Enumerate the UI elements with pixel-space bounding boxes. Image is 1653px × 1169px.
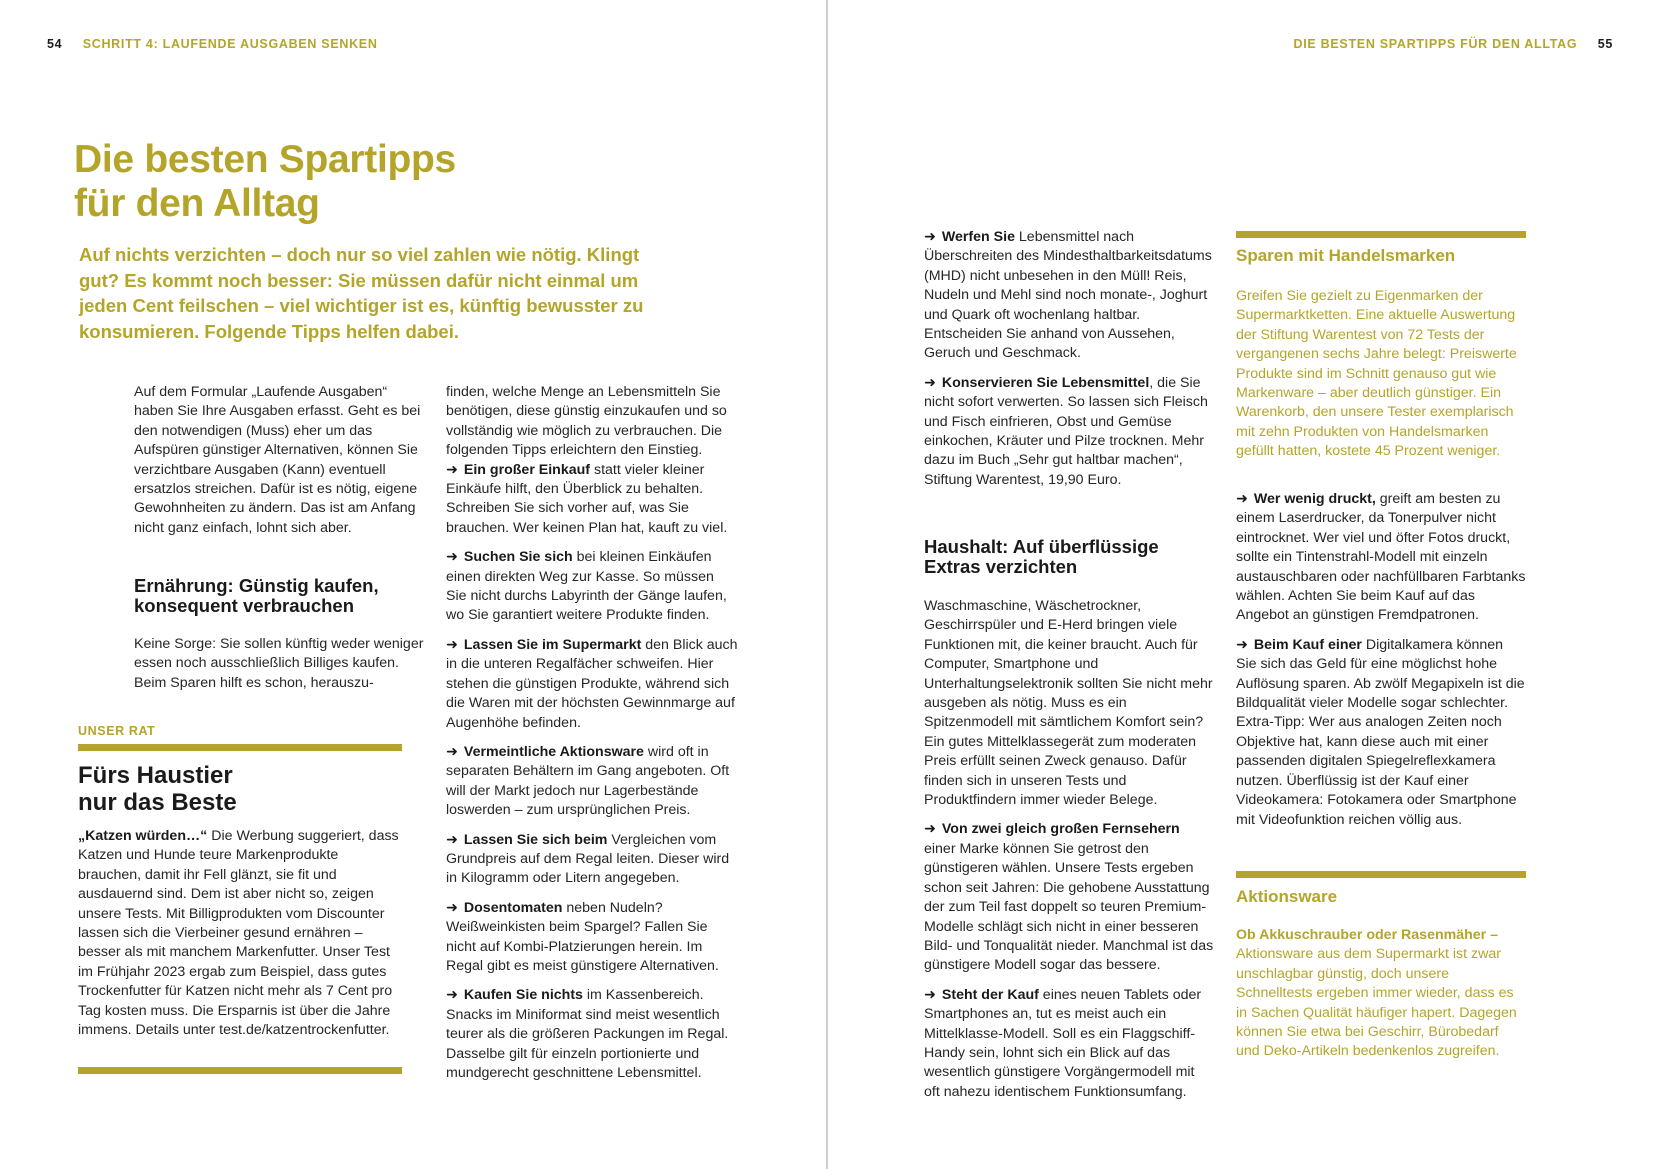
arrow-right-icon: ➜ [446,831,458,848]
arrow-right-icon: ➜ [446,743,458,760]
section-title-right: DIE BESTEN SPARTIPPS FÜR DEN ALLTAG [1293,37,1578,51]
box2-top-bar [1236,871,1526,878]
ernaehrung-paragraph: Keine Sorge: Sie sollen künftig weder weniger essen noch ausschließlich Billiges kaufen. Beim Sparen hilft es schon, herauszu- [134,636,424,691]
box1-text: Greifen Sie gezielt zu Eigenmarken der Supermarktketten. Eine aktuelle Auswertung der Stiftung Warentest von 72 Tests der vergangenen sechs Jahre belegt: Preiswerte Produkte sind im Schnitt genauso gut wie Markenware – aber deutlich günstiger. Ein Warenkorb, den unsere Tester exemplarisch mit zehn Produkten von Handelsmarken gefüllt hatten, kostete 45 Prozent weniger. [1236,288,1517,460]
right-column-2-tips [1236,490,1526,840]
rat-bottom-bar [78,1067,402,1074]
lead-paragraph: Auf nichts verzichten – doch nur so viel zahlen wie nötig. Klingt gut? Es kommt noch besser: Sie müssen dafür nicht einmal um jeden Cent feilschen – viel wichtiger ist es, künftig bewusster zu konsumieren. Folgende Tipps helfen dabei. [79,244,644,342]
arrow-right-icon: ➜ [446,461,458,478]
box2-text: Ob Akkuschrauber oder Rasenmäher – Aktionsware aus dem Supermarkt ist zwar unschlagbar günstig, doch unsere Schnelltests ergeben immer wieder, dass es in Sachen Qualität häufiger hapert. Dagegen können Sie etwa bei Geschirr, Bürobedarf und Deko-Artikeln bedenkenlos zugreifen. [1236,927,1517,1060]
box1-heading: Sparen mit Handelsmarken [1236,246,1456,265]
page-number-left: 54 [47,37,63,51]
tip-item: ➜ Ein großer Einkauf statt vieler kleiner Einkäufe hilft, den Überblick zu behalten. Schreiben Sie sich vorher auf, was Sie brauchen. Wer keinen Plan hat, kauft zu viel. [446,461,728,536]
heading-ernaehrung: Ernährung: Günstig kaufen, konsequent verbrauchen [134,575,379,616]
page-number-right: 55 [1597,37,1613,51]
rat-top-bar [78,744,402,751]
tip-item: ➜ Von zwei gleich großen Fernsehern einer Marke können Sie getrost den günstigeren wählen. Unsere Tests ergeben schon seit Jahren: Die gehobene Ausstattung der zum Teil fast doppelt so teuren Premium-Modelle schlägt sich nicht in einer besseren Bild- und Tonqualität nieder. Manchmal ist das günstigere Modell sogar das bessere. [924,821,1214,974]
heading-haushalt: Haushalt: Auf überflüssige Extras verzichten [924,536,1159,577]
arrow-right-icon: ➜ [446,899,458,916]
intro-paragraph: Auf dem Formular „Laufende Ausgaben“ haben Sie Ihre Ausgaben erfasst. Geht es bei den notwendigen (Muss) eher um das Aufspüren günstiger Alternativen, können Sie verzichtbare Ausgaben (Kann) eventuell ersatzlos streichen. Dafür ist es nötig, eigene Gewohnheiten zu ändern. Das ist am Anfang nicht ganz einfach, lohnt sich aber. [134,384,421,536]
arrow-right-icon: ➜ [446,549,458,566]
arrow-right-icon: ➜ [446,987,458,1004]
tip-item: ➜ Lassen Sie sich beim Vergleichen vom Grundpreis auf dem Regal leiten. Dieser wird in Kilogramm oder Litern angegeben. [446,831,730,887]
rat-heading: Fürs Haustier nur das Beste [78,762,237,816]
tip-item: ➜ Suchen Sie sich bei kleinen Einkäufen einen direkten Weg zur Kasse. So müssen Sie nicht durchs Labyrinth der Gänge laufen, wo Sie garantiert weitere Produkte finden. [446,549,727,624]
arrow-right-icon: ➜ [924,986,936,1003]
tip-item: ➜ Dosentomaten neben Nudeln? Weißweinkisten beim Spargel? Fallen Sie nicht auf Kombi-Platzierungen herein. Im Regal gibt es meist günstigere Alternativen. [446,899,719,974]
rat-label: UNSER RAT [78,724,156,738]
left-column-2 [446,383,738,1093]
haushalt-paragraph: Waschmaschine, Wäschetrockner, Geschirrspüler und E-Herd bringen viele Funktionen mit, die keiner braucht. Auch für Computer, Smartphone und Unterhaltungselektronik sollten Sie nicht mehr ausgeben als nötig. Muss es ein Spitzenmodell mit sämtlichem Komfort sein? Ein gutes Mittelklassegerät zum moderaten Preis erfüllt seinen Zweck genauso. Dafür finden sich in unseren Tests und Produktfindern immer wieder Belege. [924,598,1213,809]
arrow-right-icon: ➜ [924,229,936,245]
running-head-right [1294,37,1613,51]
arrow-right-icon: ➜ [924,821,936,838]
box2-heading: Aktionsware [1236,887,1338,906]
tip-item: ➜ Vermeintliche Aktionsware wird oft in separaten Behältern im Gang angeboten. Oft will der Markt jedoch nur Lagerbestände loswerden – zum ursprünglichen Preis. [446,743,730,819]
tip-item: ➜ Lassen Sie im Supermarkt den Blick auch in die unteren Regalfächer schweifen. Hier stehen die günstigen Produkte, während sich die Waren mit der höchsten Gewinnmarge auf Augenhöhe befinden. [446,636,738,731]
tip-item: ➜ Werfen Sie Lebensmittel nach Überschreiten des Mindesthaltbarkeitsdatums (MHD) nicht unbesehen in den Müll! Reis, Nudeln und Mehl sind noch monate-, Joghurt und Quark oft wochenlang haltbar. Entscheiden Sie anhand von Aussehen, Geruch und Geschmack. [924,229,1212,362]
tip-item: ➜ Beim Kauf einer Digitalkamera können Sie sich das Geld für eine möglichst hohe Auflösung sparen. Ab zwölf Megapixeln ist die Bildqualität vieler Modelle sogar schlechter. Extra-Tipp: Wer aus analogen Zeiten noch Objektive hat, kann diese auch mit einer passenden digitalen Spiegelreflexkamera nutzen. Überflüssig ist der Kauf einer Videokamera: Fotokamera oder Smartphone mit Videofunktion reichen völlig aus. [1236,636,1525,828]
running-head-left [47,37,378,51]
tip-item: ➜ Konservieren Sie Lebensmittel, die Sie nicht sofort verwerten. So lassen sich Fleisch und Fisch einfrieren, Obst und Gemüse einkochen, Kräuter und Pilze trocknen. Mehr dazu im Buch „Sehr gut haltbar machen“, Stiftung Warentest, 19,90 Euro. [924,374,1208,488]
box1-top-bar [1236,231,1526,238]
col2-intro: finden, welche Menge an Lebensmitteln Sie benötigen, diese günstig einzukaufen und so vollständig wie möglich zu verbrauchen. Die folgenden Tipps erleichtern den Einstieg. [446,384,727,459]
tip-item: ➜ Kaufen Sie nichts im Kassenbereich. Snacks im Miniformat sind meist wesentlich teurer als die größeren Packungen im Regal. Dasselbe gilt für einzeln portionierte und mundgerecht geschnittene Lebensmittel. [446,987,729,1081]
page-title: Die besten Spartipps für den Alltag [74,138,456,225]
rat-text: „Katzen würden…“ Die Werbung suggeriert, dass Katzen und Hunde teure Markenprodukte brauchen, damit ihr Fell glänzt, sie fit und ausdauernd sind. Dem ist aber nicht so, zeigen unsere Tests. Mit Billigprodukten vom Discounter lassen sich die Vierbeiner gesund ernähren – besser als mit manchem Markenfutter. Unser Test im Frühjahr 2023 ergab zum Beispiel, dass gutes Trockenfutter für Katzen nicht mehr als 7 Cent pro Tag kosten muss. Die Ersparnis ist über die Jahre immens. Details unter test.de/katzentrockenfutter. [78,828,399,1039]
arrow-right-icon: ➜ [446,636,458,653]
section-title-left: SCHRITT 4: LAUFENDE AUSGABEN SENKEN [82,37,378,51]
tip-item: ➜ Wer wenig druckt, greift am besten zu einem Laserdrucker, da Tonerpulver nicht eintrocknet. Wer viel und öfter Fotos druckt, sollte ein Tintenstrahl-Modell mit einzeln austauschbaren oder nachfüllbaren Farbtanks wählen. Achten Sie beim Kauf auf das Angebot an günstigen Fremdpatronen. [1236,491,1526,624]
arrow-right-icon: ➜ [924,374,936,391]
arrow-right-icon: ➜ [1236,491,1248,507]
right-column-1-bottom [924,597,1214,1112]
page-gutter [826,0,828,1169]
arrow-right-icon: ➜ [1236,636,1248,653]
right-column-1-top [924,228,1214,500]
tip-item: ➜ Steht der Kauf eines neuen Tablets oder Smartphones an, tut es meist auch ein Mittelklasse-Modell. Soll es ein Flaggschiff-Handy sein, lohnt sich ein Blick auf das wesentlich günstigere Vorgängermodell mit oft nahezu identischem Funktionsumfang. [924,986,1202,1100]
